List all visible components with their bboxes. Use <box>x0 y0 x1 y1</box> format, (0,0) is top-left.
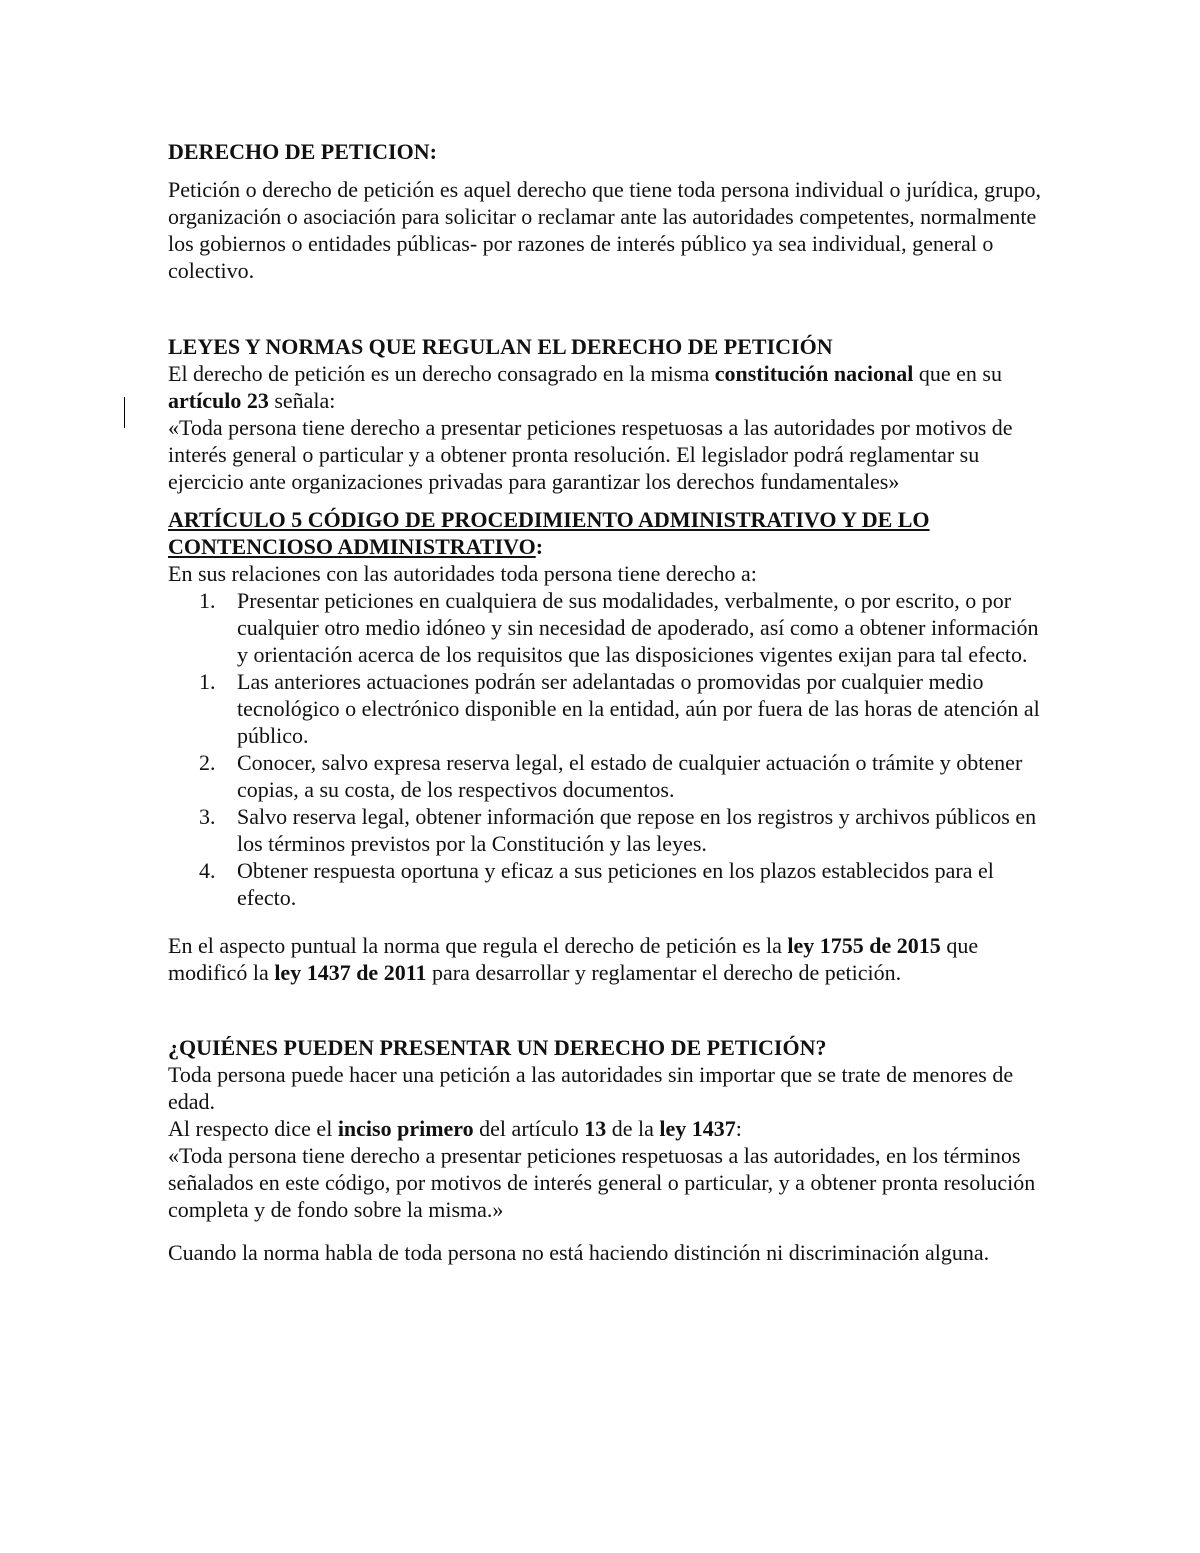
who-reference <box>168 1115 1048 1142</box>
closing-text-a: En el aspecto puntual la norma que regula el derecho de petición es la <box>168 933 788 958</box>
laws-text-e: señala: <box>268 388 336 413</box>
who-text-g: : <box>735 1116 742 1141</box>
document-body <box>168 138 1048 1266</box>
constitution-quote: «Toda persona tiene derecho a presentar peticiones respetuosas a las autoridades por motivos de interés general o particular y a obtener pronta resolución. El legislador podrá reglamentar su ejercicio ante organizaciones privadas para garantizar los derechos fundamentales» <box>168 415 1013 494</box>
list-item <box>168 857 1048 911</box>
list-item-text: Conocer, salvo expresa reserva legal, el estado de cualquier actuación o trámite y obtener copias, a su costa, de los respectivos documentos. <box>237 750 1023 802</box>
who-text-e: de la <box>606 1116 660 1141</box>
article13-quote: «Toda persona tiene derecho a presentar peticiones respetuosas a las autoridades, en los términos señalados en este código, por motivos de interés general o particular, y a obtener pronta resolución completa y de fondo sobre la misma.» <box>168 1143 1036 1222</box>
closing-text-e: para desarrollar y reglamentar el derecho de petición. <box>426 960 902 985</box>
list-item-text: Presentar peticiones en cualquiera de sus modalidades, verbalmente, o por escrito, o por cualquier otro medio idóneo y sin necesidad de apoderado, así como a obtener información y orientación acerca de los requisitos que las disposiciones vigentes exijan para tal efecto. <box>237 588 1039 667</box>
list-item <box>168 587 1048 668</box>
laws-text-a: El derecho de petición es un derecho consagrado en la misma <box>168 361 715 386</box>
article5-lead: En sus relaciones con las autoridades toda persona tiene derecho a: <box>168 561 757 586</box>
list-item-number: 1. <box>199 669 216 694</box>
who-section-title: ¿QUIÉNES PUEDEN PRESENTAR UN DERECHO DE PETICIÓN? <box>168 1035 827 1060</box>
list-item-text: Salvo reserva legal, obtener información que repose en los registros y archivos públicos en los términos previstos por la Constitución y las leyes. <box>237 804 1037 856</box>
list-item-text: Las anteriores actuaciones podrán ser adelantadas o promovidas por cualquier medio tecnológico o electrónico disponible en la entidad, aún por fuera de las horas de atención al público. <box>237 669 1040 748</box>
who-text-d: 13 <box>584 1116 607 1141</box>
closing-text-d: ley 1437 de 2011 <box>274 960 427 985</box>
list-item <box>168 749 1048 803</box>
laws-text-c: que en su <box>913 361 1002 386</box>
list-item-number: 3. <box>199 804 216 829</box>
who-text-f: ley 1437 <box>659 1116 736 1141</box>
list-item <box>168 668 1048 749</box>
list-item-text: Obtener respuesta oportuna y eficaz a sus peticiones en los plazos establecidos para el efecto. <box>237 858 994 910</box>
page-heading: DERECHO DE PETICION: <box>168 139 437 164</box>
article5-section-title <box>168 506 1048 560</box>
laws-text-d: artículo 23 <box>168 388 269 413</box>
intro-paragraph: Petición o derecho de petición es aquel derecho que tiene toda persona individual o jurídica, grupo, organización o asociación para solicitar o reclamar ante las autoridades competentes, normalmente los gobiernos o entidades públicas- por razones de interés público ya sea individual, general o colectivo. <box>168 177 1041 283</box>
laws-section-title: LEYES Y NORMAS QUE REGULAN EL DERECHO DE PETICIÓN <box>168 334 833 359</box>
article5-title-colon: : <box>535 534 544 559</box>
closing-text-b: ley 1755 de 2015 <box>787 933 941 958</box>
who-paragraph: Toda persona puede hacer una petición a las autoridades sin importar que se trate de menores de edad. <box>168 1062 1014 1114</box>
laws-paragraph <box>168 360 1048 414</box>
list-item <box>168 803 1048 857</box>
article5-title-text: ARTÍCULO 5 CÓDIGO DE PROCEDIMIENTO ADMINISTRATIVO Y DE LO CONTENCIOSO ADMINISTRATIVO <box>168 507 930 559</box>
law-1755-paragraph <box>168 932 1048 986</box>
who-text-b: inciso primero <box>337 1116 474 1141</box>
closing-text-c: que modificó la <box>168 933 979 985</box>
rights-list <box>168 587 1048 911</box>
who-text-a: Al respecto dice el <box>168 1116 338 1141</box>
list-item-number: 1. <box>199 588 216 613</box>
list-item-number: 4. <box>199 858 216 883</box>
list-item-number: 2. <box>199 750 216 775</box>
final-paragraph: Cuando la norma habla de toda persona no está haciendo distinción ni discriminación alguna. <box>168 1240 990 1265</box>
laws-text-b: constitución nacional <box>714 361 914 386</box>
text-cursor <box>124 397 125 428</box>
who-text-c: del artículo <box>473 1116 585 1141</box>
